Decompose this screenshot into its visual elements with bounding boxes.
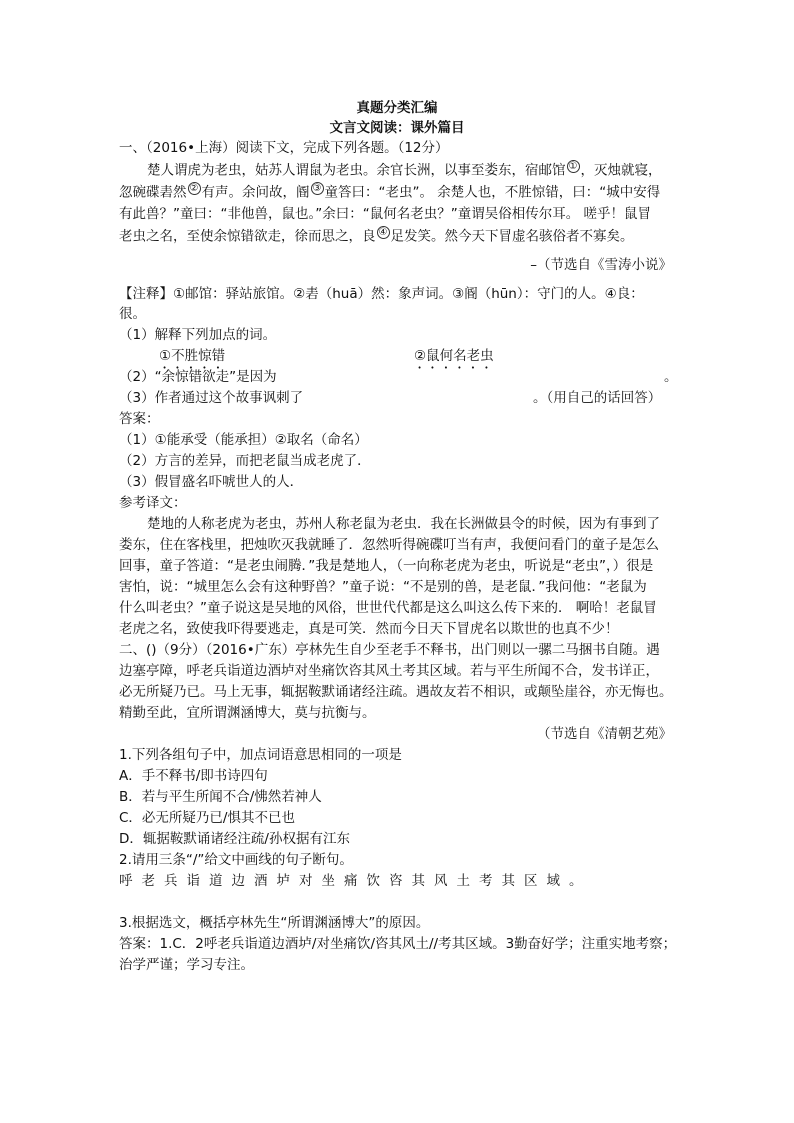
question-1-item-a: ①不胜惊错 <box>159 348 226 364</box>
option-c: C．必无所疑乃已/惧其不已也 <box>119 810 295 826</box>
translation-label: 参考译文： <box>119 495 187 511</box>
section2-passage-line-3: 必无所疑乃已。马上无事，辄据鞍默诵诸经注疏。遇故友若不相识，或颠坠崖谷，亦无悔也。 <box>119 684 673 700</box>
section1-heading: 一、（2016•上海）阅读下文，完成下列各题。（12分） <box>119 140 449 156</box>
section2-question-1: 1.下列各组句子中，加点词语意思相同的一项是 <box>119 747 402 763</box>
translation-line-4: 害怕，说：“城里怎么会有这种野兽？”童子说：“不是别的兽，是老鼠．”我问他：“老鼠为 <box>119 579 647 595</box>
question-3-end: 。（用自己的话回答） <box>533 390 662 406</box>
option-a: A．手不释书/即书诗四句 <box>119 768 268 784</box>
question-3: （3）作者通过这个故事讽刺了 <box>119 390 304 406</box>
passage-line-1 <box>147 160 662 181</box>
notes-line-1: 【注释】①邮馆：驿站旅馆。②砉（huā）然：象声词。③阍（hūn）：守门的人。④良： <box>119 286 644 302</box>
option-d: D．辄据鞍默诵诸经注疏/孙权据有江东 <box>119 831 350 847</box>
passage-source: –（节选自《雪涛小说》 <box>530 257 672 273</box>
section2-answer-line-2: 治学严谨；学习专注。 <box>119 957 254 973</box>
question-1-item-b: ②鼠何名老虫 <box>414 348 494 364</box>
footnote-marker: ② <box>188 182 201 195</box>
translation-line-5: 什么叫老虫？”童子说这是吴地的风俗，世世代代都是这么叫这么传下来的． 啊哈！老鼠冒 <box>119 600 657 616</box>
answer-2: （2）方言的差异，而把老鼠当成老虎了． <box>119 453 371 469</box>
section2-question-3: 3.根据选文，概括亭林先生“所谓渊涵博大”的原因。 <box>119 915 430 931</box>
answer-3: （3）假冒盛名吓唬世人的人． <box>119 474 304 490</box>
passage-text: 忽碗碟砉然 <box>119 184 187 201</box>
footnote-marker: ④ <box>377 226 390 239</box>
section2-answer-line-1: 答案：1.C．2呼老兵诣道边酒垆/对坐痛饮/咨其风土//考其区域。3勤奋好学；注重实地考察； <box>119 936 677 952</box>
section2-heading: 二、()（9分）（2016•广东）亭林先生自少至老手不释书，出门则以一骡二马捆书自随。遇 <box>119 642 660 658</box>
translation-line-3: 回事，童子答道：“是老虫闹腾．”我是楚地人，（一向称老虎为老虫，听说是“老虫”，）很是 <box>119 558 654 574</box>
passage-text: 老虫之名，至使余惊错欲走，徐而思之，良 <box>119 228 376 245</box>
passage-text: ，灭烛就寝， <box>580 162 662 179</box>
passage-text: 童答曰：“老虫”。 余楚人也，不胜惊错，曰：“城中安得 <box>324 184 661 201</box>
answer-label: 答案： <box>119 411 160 427</box>
passage-line-2 <box>119 182 660 203</box>
translation-line-6: 老虎之名，致使我吓得要逃走，真是可笑．然而今日天下冒虎名以欺世的也真不少！ <box>119 621 619 637</box>
option-b: B．若与平生所闻不合/怫然若神人 <box>119 789 322 805</box>
section2-question-2: 2.请用三条“/”给文中画线的句子断句。 <box>119 852 353 868</box>
translation-line-2: 娄东，住在客栈里，把烛吹灭我就睡了．忽然听得碗碟叮当有声，我便问看门的童子是怎么 <box>119 537 659 553</box>
passage-text: 足发笑。然今天下冒虚名骇俗者不寡矣。 <box>390 228 634 245</box>
section2-passage-line-2: 边塞亭障，呼老兵诣道边酒垆对坐痛饮咨其风土考其区域。若与平生所闻不合，发书详正， <box>119 663 659 679</box>
passage-line-3: 有此兽？”童曰：“非他兽，鼠也。”余曰：“鼠何名老虫？”童谓吴俗相传尔耳。 嗟乎！鼠冒 <box>119 206 652 222</box>
footnote-marker: ③ <box>311 182 324 195</box>
question-2-sentence: 呼老兵诣道边酒垆对坐痛饮咨其风土考其区域。 <box>119 873 592 889</box>
passage-line-4 <box>119 226 634 247</box>
document-subtitle: 文言文阅读：课外篇目 <box>329 120 465 136</box>
passage-text: 楚人谓虎为老虫，姑苏人谓鼠为老虫。余官长洲，以事至娄东，宿邮馆 <box>147 162 566 179</box>
notes-line-2: 很。 <box>119 306 146 322</box>
answer-1: （1）①能承受（能承担）②取名（命名） <box>119 432 368 448</box>
footnote-marker: ① <box>567 160 580 173</box>
question-2-end: 。 <box>664 369 678 385</box>
question-2: （2）“余惊错欲走”是因为 <box>119 369 277 385</box>
section2-passage-line-4: 精勤至此，宜所谓渊涵博大，莫与抗衡与。 <box>119 705 376 721</box>
section2-source: （节选自《清朝艺苑》 <box>537 726 672 742</box>
question-1: （1）解释下列加点的词。 <box>119 327 277 343</box>
translation-line-1: 楚地的人称老虎为老虫，苏州人称老鼠为老虫．我在长洲做县令的时候，因为有事到了 <box>147 516 660 532</box>
document-title: 真题分类汇编 <box>356 100 438 116</box>
passage-text: 有声。余问故，阍 <box>201 184 310 201</box>
